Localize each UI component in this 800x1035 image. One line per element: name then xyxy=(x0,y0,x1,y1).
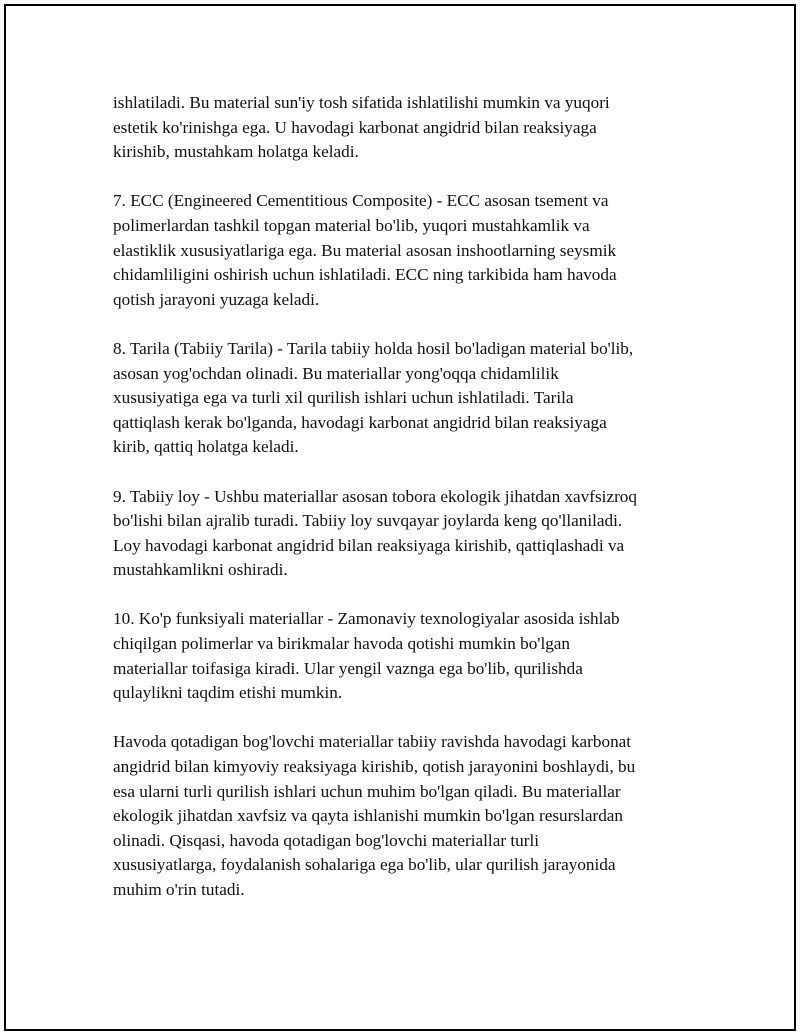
paragraph-item-10-materiallar: 10. Ko'p funksiyali materiallar - Zamonaviy texnologiyalar asosida ishlab chiqilgan polimerlar va birikmalar havoda qotishi mumkin bo'lgan materiallar toifasiga kiradi. Ular yengil vaznga ega bo'lib, qurilishda qulaylikni taqdim etishi mumkin. xyxy=(113,609,620,703)
paragraph-item-8-tarila: 8. Tarila (Tabiiy Tarila) - Tarila tabiiy holda hosil bo'ladigan material bo'lib, asosan yog'ochdan olinadi. Bu materiallar yong'oqqa chidamlilik xususiyatiga ega va turli xil qurilish ishlari uchun ishlatiladi. Tarila qattiqlash kerak bo'lganda, havodagi karbonat angidrid bilan reaksiyaga kirib, qattiq holatga keladi. xyxy=(113,338,634,457)
document-body xyxy=(113,91,693,927)
paragraph-conclusion: Havoda qotadigan bog'lovchi materiallar tabiiy ravishda havodagi karbonat angidrid bilan kimyoviy reaksiyaga kirishib, qotish jarayonini boshlaydi, bu esa ularni turli qurilish ishlari uchun muhim bo'lgan qiladi. Bu materiallar ekologik jihatdan xavfsiz va qayta ishlanishi mumkin bo'lgan resurslardan olinadi. Qisqasi, havoda qotadigan bog'lovchi materiallar turli xususiyatlarga, foydalanish sohalariga ega bo'lib, ular qurilish jarayonida muhim o'rin tutadi. xyxy=(113,732,636,899)
paragraph-item-7-ecc: 7. ECC (Engineered Cementitious Composite) - ECC asosan tsement va polimerlardan tashkil topgan material bo'lib, yuqori mustahkamlik va elastiklik xususiyatlariga ega. Bu material asosan inshootlarning seysmik chidamliligini oshirish uchun ishlatiladi. ECC ning tarkibida ham havoda qotish jarayoni yuzaga keladi. xyxy=(113,191,617,309)
paragraph-item-9-tabiiy-loy: 9. Tabiiy loy - Ushbu materiallar asosan tobora ekologik jihatdan xavfsizroq bo'lishi bilan ajralib turadi. Tabiiy loy suvqayar joylarda keng qo'llaniladi. Loy havodagi karbonat angidrid bilan reaksiyaga kirishib, qattiqlashadi va mustahkamlikni oshiradi. xyxy=(113,486,637,580)
paragraph-intro-continuation: ishlatiladi. Bu material sun'iy tosh sifatida ishlatilishi mumkin va yuqori estetik ko'rinishga ega. U havodagi karbonat angidrid bilan reaksiyaga kirishib, mustahkam holatga keladi. xyxy=(113,93,610,162)
